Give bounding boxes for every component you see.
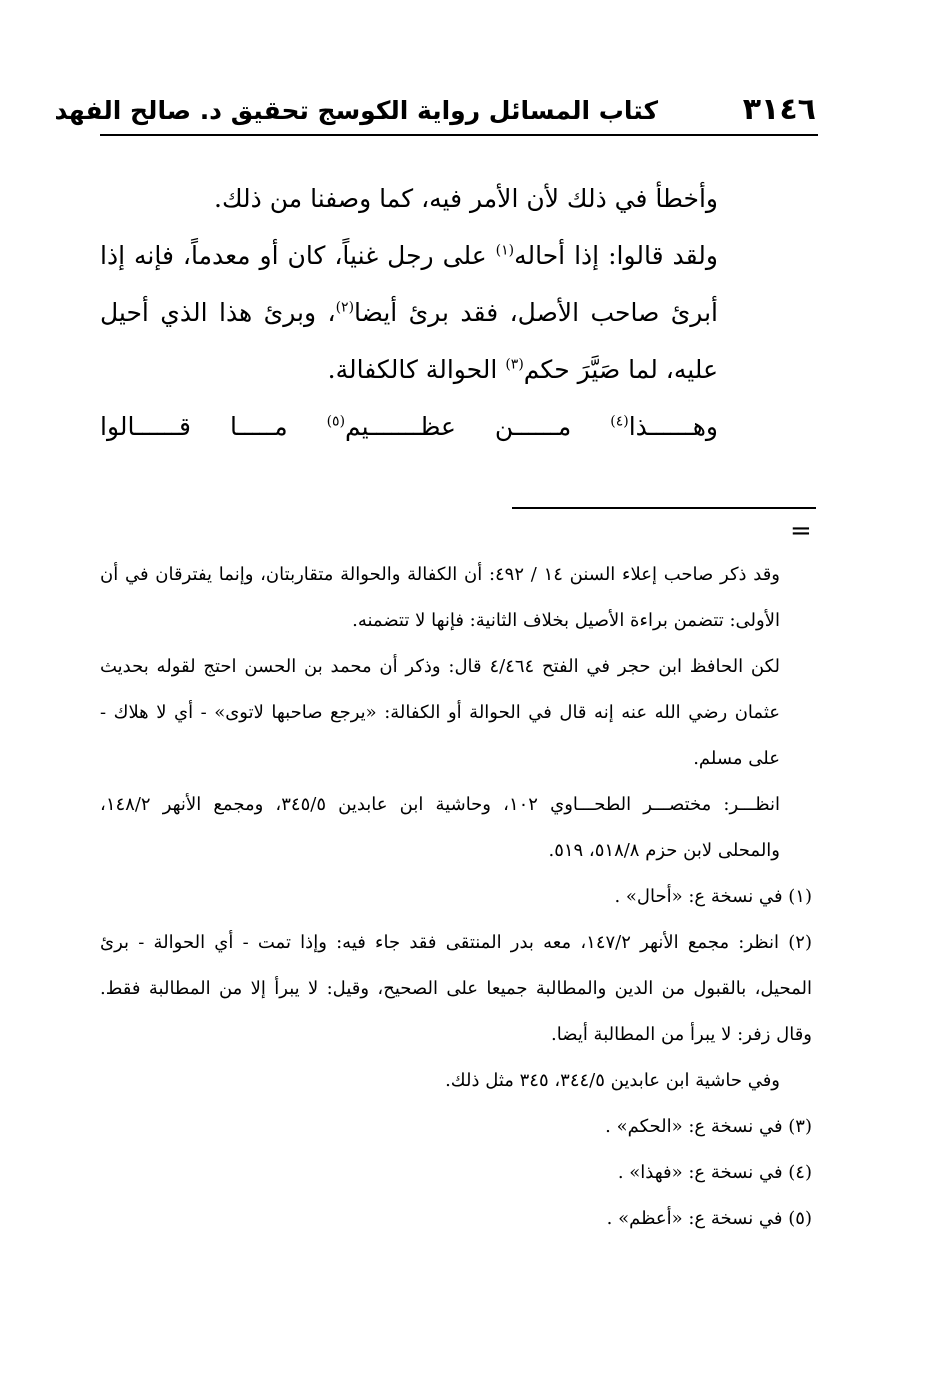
- footnote-2-continued: وفي حاشية ابن عابدين ٣٤٤/٥، ٣٤٥ مثل ذلك.: [445, 1070, 780, 1091]
- spread-word-1-text: وهــــــذا: [628, 412, 718, 441]
- spread-word-4: مـــــا: [229, 412, 288, 441]
- main-text: [100, 170, 718, 455]
- footnote-ref-4[interactable]: (٤): [610, 413, 629, 430]
- footnote-ref-3[interactable]: (٣): [505, 356, 524, 373]
- running-title: كتاب المسائل رواية الكوسج تحقيق د. صالح الفهد: [54, 96, 658, 125]
- spread-word-2: مــــــن: [494, 412, 572, 441]
- footnote-3: (٣) في نسخة ع: «الحكم» .: [605, 1116, 812, 1137]
- footnote-ref-2[interactable]: (٢): [335, 299, 355, 316]
- footnote-continuation-2: لكن الحافظ ابن حجر في الفتح ٤/٤٦٤ قال: وذكر أن محمد بن الحسن احتج لقوله بحديث عثمان رضي الله عنه إنه قال في الحوالة أو الكفالة: «يرجع صاحبها لاتوى» - أي لا هلاك - على مسلم.: [100, 656, 780, 769]
- spread-word-3: [327, 398, 456, 455]
- spread-word-5: قــــــالوا: [100, 412, 191, 441]
- main-paragraph-1: [100, 170, 718, 227]
- footnote-4: (٤) في نسخة ع: «فهذا» .: [617, 1162, 812, 1183]
- footnote-ref-5[interactable]: (٥): [326, 413, 346, 430]
- footnote-2: (٢) انظر: مجمع الأنهر ١٤٧/٢، معه بدر المنتقى فقد جاء فيه: وإذا تمت - أي الحوالة - برئ المحيل، بالقبول من الدين والمطالبة جميعا على الصحيح، وقيل: لا يبرأ إلا من المطالبة فقط. وقال زفر: لا يبرأ من المطالبة أيضا.: [100, 932, 812, 1045]
- header-rule: [100, 134, 818, 136]
- spread-word-1: [610, 398, 718, 455]
- footnote-5: (٥) في نسخة ع: «أعظم» .: [606, 1208, 812, 1229]
- main-paragraph-2-part-b: على رجل غنياً، كان أو معدماً، فإنه إذا أبرئ صاحب الأصل، فقد برئ أيضا: [100, 241, 718, 327]
- continuation-mark: =: [790, 516, 812, 546]
- main-paragraph-3: [100, 398, 718, 455]
- footnote-continuation-1: وقد ذكر صاحب إعلاء السنن ١٤ / ٤٩٢: أن الكفالة والحوالة متقاربتان، وإنما يفترقان في أن الأولى: تتضمن براءة الأصيل بخلاف الثانية: فإنها لا تتضمنه.: [100, 564, 780, 631]
- page-header: [54, 92, 818, 132]
- main-paragraph-2-part-d: الحوالة كالكفالة.: [327, 355, 506, 384]
- footnote-ref-1[interactable]: (١): [495, 242, 515, 259]
- footnote-continuation-3: انظـــر: مختصـــر الطحـــاوي ١٠٢، وحاشية ابن عابدين ٣٤٥/٥، ومجمع الأنهر ١٤٨/٢، والمحلى لابن حزم ٥١٨/٨، ٥١٩.: [100, 794, 780, 861]
- footnotes: [100, 552, 812, 1242]
- footnote-1: (١) في نسخة ع: «أحال» .: [614, 886, 812, 907]
- footnote-separator: [512, 507, 816, 509]
- main-paragraph-2-part-c: ، وبرئ هذا الذي أحيل عليه، لما صَيَّرَ حكم: [100, 298, 718, 384]
- main-paragraph-2: [100, 227, 718, 398]
- page-number: ٣١٤٦: [742, 92, 816, 127]
- spread-word-3-text: عظـــــــيم: [345, 412, 456, 441]
- main-paragraph-2-part-a: ولقد قالوا: إذا أحاله: [514, 241, 718, 270]
- main-paragraph-1-text: وأخطأ في ذلك لأن الأمر فيه، كما وصفنا من ذلك.: [214, 184, 718, 213]
